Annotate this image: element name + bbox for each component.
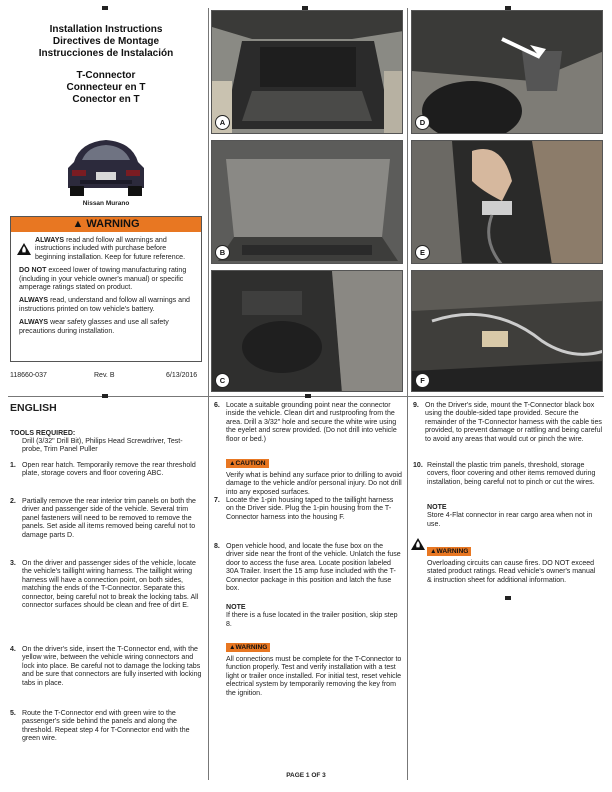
- photo-label-c: C: [215, 373, 230, 388]
- crop-mark: [305, 394, 311, 398]
- part-number: 118660-037: [10, 372, 47, 379]
- title-block: [10, 24, 202, 106]
- fire-hazard-icon: [17, 243, 31, 259]
- tools-title: TOOLS REQUIRED:: [10, 430, 76, 437]
- doc-date: 6/13/2016: [166, 372, 198, 379]
- vehicle-name: Nissan Murano: [82, 200, 130, 207]
- product-spanish: Conector en T: [72, 94, 140, 105]
- note-block-1: [226, 604, 402, 629]
- divider-vertical-bottom-2: [407, 396, 408, 780]
- photo-label-b: B: [215, 245, 230, 260]
- photo-label-d: D: [415, 115, 430, 130]
- photo-b: [211, 140, 403, 264]
- section-language: ENGLISH: [10, 402, 57, 414]
- divider-vertical-bottom: [208, 396, 209, 780]
- warning-item: ALWAYS wear safety glasses and use all safety precautions during installation.: [19, 319, 169, 335]
- divider-vertical-top: [208, 8, 209, 396]
- title-spanish: Instrucciones de Instalación: [38, 48, 174, 59]
- page-number: PAGE 1 OF 3: [286, 772, 326, 779]
- note-text: If there is a fuse located in the trailer position, skip step 8.: [226, 612, 398, 628]
- title-english: Installation Instructions: [49, 24, 163, 35]
- photo-e: [411, 140, 603, 264]
- crop-mark: [102, 394, 108, 398]
- vehicle-image: [60, 134, 152, 198]
- photo-label-f: F: [415, 373, 430, 388]
- warning-block-2: [226, 636, 402, 698]
- divider-vertical-top-2: [407, 8, 408, 396]
- crop-mark: [102, 6, 108, 10]
- warning-label-3: ▲WARNING: [427, 547, 471, 556]
- photo-label-a: A: [215, 115, 230, 130]
- warning-text-3: Overloading circuits can cause fires. DO NOT exceed stated product ratings. Read vehicle's owner's manual & instruction sheet for additional information.: [427, 560, 596, 584]
- title-french: Directives de Montage: [52, 36, 160, 47]
- fire-hazard-icon: [411, 538, 425, 554]
- note-text-2: Store 4-Flat connector in rear cargo area when not in use.: [427, 512, 593, 528]
- caution-block: [226, 452, 402, 497]
- product-french: Connecteur en T: [66, 82, 146, 93]
- warning-banner-label: WARNING: [86, 218, 140, 230]
- photo-label-e: E: [415, 245, 430, 260]
- photo-c: [211, 270, 403, 392]
- note-label-2: NOTE: [427, 504, 447, 511]
- warning-label: ▲WARNING: [226, 643, 270, 652]
- photo-d: [411, 10, 603, 134]
- warning-item: ALWAYS read and follow all warnings and instructions included with purchase before beginning installation. Keep for future reference.: [35, 237, 186, 261]
- photo-a: [211, 10, 403, 134]
- crop-mark: [505, 596, 511, 600]
- caution-label: ▲CAUTION: [226, 459, 269, 468]
- warning-item: DO NOT exceed lower of towing manufacturing rating (including in your vehicle owner's manual) or specific amperage ratings stated on product.: [19, 267, 187, 292]
- warning-text: [19, 237, 195, 341]
- warning-block-3: [427, 540, 601, 585]
- product-english: T-Connector: [76, 70, 136, 81]
- warning-box: [10, 216, 202, 362]
- warning-triangle-icon: ▲: [72, 218, 84, 230]
- warning-banner: [11, 217, 201, 232]
- warning-item: ALWAYS read, understand and follow all warnings and instructions printed on tow vehicle's battery.: [19, 297, 190, 313]
- revision: Rev. B: [94, 372, 115, 379]
- tools-list: Drill (3/32" Drill Bit), Philips Head Screwdriver, Test-probe, Trim Panel Puller: [22, 438, 183, 454]
- caution-text: Verify what is behind any surface prior to drilling to avoid damage to the vehicle and/or personal injury. Do not drill into any exposed surfaces.: [226, 472, 402, 496]
- warning-text-2: All connections must be complete for the T-Connector to function properly. Test and verify installation with a test light or trailer once installed. For initial test, reset vehicle electrical system by temporarily removing the key from the ignition.: [226, 656, 402, 697]
- note-block-2: [427, 504, 601, 529]
- note-label: NOTE: [226, 604, 246, 611]
- photo-f: [411, 270, 603, 392]
